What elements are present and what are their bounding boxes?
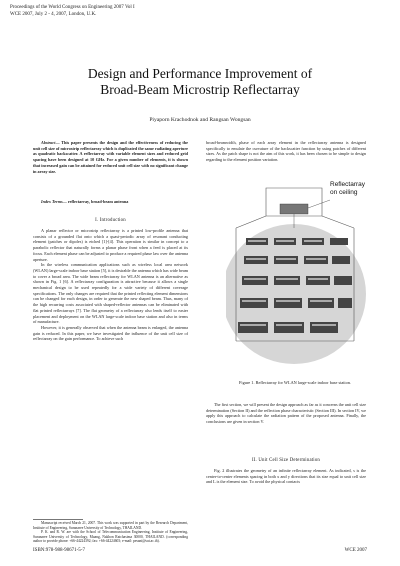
right-top-paragraph: broad-beamwidth, phase of each array element in the reflectarray antenna is designed specifically to emulate the curvature of the backscatter function by using patches of different sizes. As the patch shape is not the aim of this work, it has been chosen to be simple to design regarding to the element position variation.: [206, 140, 366, 163]
right-mid-paragraph: The first section, we will present the design approach as far as it concerns the unit cell size determination (Section II) and the reflection phase characteristic (Section III). In section IV, we apply this approach to calculate the radiation pattern of the proposed antenna. Finally, the conclusions are given in section V.: [206, 402, 366, 425]
figure-label-line-1: Reflectarray: [330, 181, 366, 188]
intro-paragraph-3: However, it is generally observed that when the antenna beam is enlarged, the antenna gain is reduced. In this paper, we have investigated the influence of the unit cell size of reflectarray on the gain performance. To achieve such: [33, 324, 188, 342]
right-column-middle-text: [206, 402, 366, 425]
footer-isbn: ISBN:978-988-98671-5-7: [33, 548, 85, 553]
authors: Piyaporn Krachodnok and Rangsan Wongsan: [149, 117, 251, 123]
section-heading-introduction: I. Introduction: [95, 218, 126, 223]
index-terms: [33, 199, 188, 205]
title-line-2: Broad-Beam Microstrip Reflectarray: [100, 82, 300, 97]
abstract: [33, 140, 188, 174]
index-terms-lead: Index Terms: [41, 199, 63, 204]
intro-paragraph-2: In the wireless communication applications such as wireless local area network (WLAN) large-scale indoor base station [5], it is desirable the antenna which has wide beam to cover a broad area. The wide beam reflectarray for WLAN antenna is an alternative as shown in Fig. 1 [6]. A reflectarray configuration is attractive because it allows a single mechanical design to be used repeatedly for a wide variety of different coverage specifications. The only changes are required that the printed reflecting element dimensions can be changed for each design, in order to generate the new shaped beam. Thus, many of the high recurring costs associated with shaped-reflector antennas can be eliminated with flat printed reflectarrays [7]. The flat geometry of a reflectarray also lends itself to easier placement and deployment on the WLAN large-scale indoor base station and also in terms of manufacture.: [33, 262, 188, 325]
figure-1-caption: Figure 1. Reflectarray for WLAN large-scale indoor base station.: [239, 380, 351, 385]
footer-conference: WCE 2007: [344, 548, 367, 553]
right-column-top-text: [206, 140, 366, 163]
intro-paragraph-1: A planar reflector or microstrip reflectarray is a printed low-profile antenna that consists of a grounded flat onto which a quasi-periodic array of resonant conducting element (patches or dipoles) is etched [1]-[4]. This operation is similar in concept to a parabolic reflector that naturally forms a planar phase front when a feed is placed at its focus. Each element phase can be adjusted to produce a required phase law over the antenna aperture.: [33, 228, 188, 262]
abstract-lead: Abstract: [41, 140, 56, 145]
footnote-line-1: Manuscript received March 21, 2007. This work was supported in part by the Research Department, Institute of Engineering, Suranaree University of Technology, THAILAND.: [33, 521, 188, 530]
header-line-2: WCE 2007, July 2 - 4, 2007, London, U.K.: [10, 11, 97, 17]
reflectarray-panel: [280, 204, 308, 214]
index-terms-text: — reflectarray, broad-beam antenna: [62, 199, 129, 204]
page-header: [10, 5, 135, 18]
right-column-section-2-text: [206, 468, 366, 485]
footnote-rule: [33, 519, 83, 520]
abstract-text: — This paper presents the design and the effectiveness of reducing the unit cell size of microstrip reflectarray which is duplicated the same radiating aperture as quadratic backscatter. A reflectarray with variable element sizes and reduced grid spacing have been designed at 10 GHz. For a given number of elements, it is shown that increased gain can be attained for reduced unit cell size with no significant change in array size.: [33, 140, 188, 174]
section-heading-unit-cell: II. Unit Cell Size Determination: [251, 458, 321, 463]
paper-title: [0, 66, 400, 98]
header-line-1: Proceedings of the World Congress on Engineering 2007 Vol I: [10, 5, 135, 10]
right-sec2-paragraph: Fig. 2 illustrates the geometry of an infinite reflectarray element. As indicated, s is the center-to-center elements spacing in both x and y directions that its size equal to unit cell size and L is the element size. To avoid the physical contacts: [206, 468, 366, 485]
title-line-1: Design and Performance Improvement of: [87, 66, 313, 81]
footnote-line-2: P. K. and R. W. are with the School of Telecommunication Engineering, Institute of Engineering, Suranaree University of Technology, Muang, Nakhon Ratchasima 30000, THAILAND. (corresponding author to provide phone: +66-44224392; fax: +66-44224603; e-mail: pesani@sut.ac.th).: [33, 530, 188, 544]
callout-line: [308, 200, 330, 208]
footnote: [33, 521, 188, 544]
figure-label-line-2: on ceiling: [330, 189, 358, 196]
figure-1-illustration: [226, 176, 370, 372]
introduction-body: [33, 228, 188, 342]
